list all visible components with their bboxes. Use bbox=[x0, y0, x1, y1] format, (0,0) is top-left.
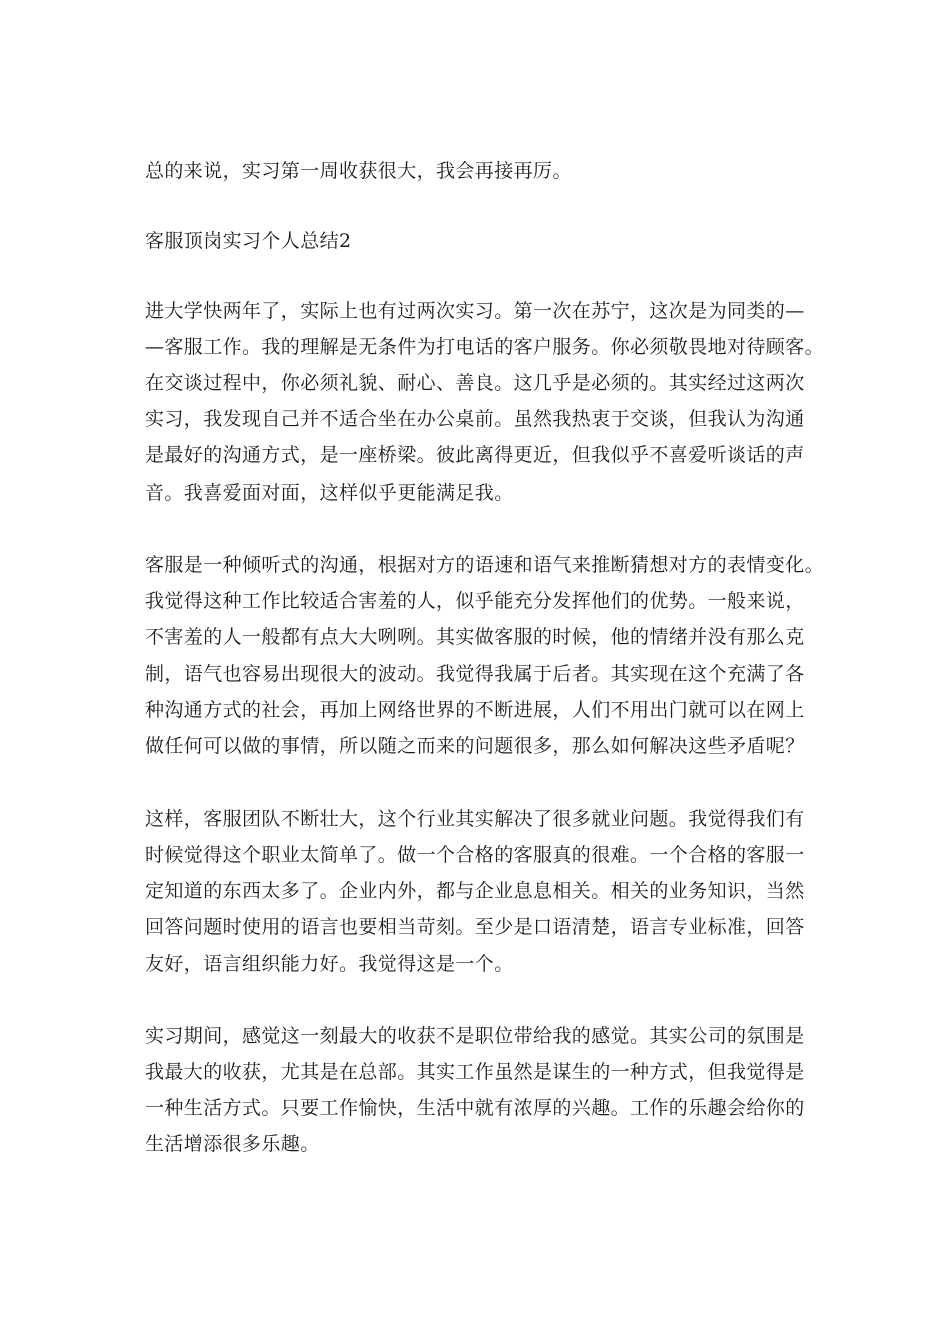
text-line: 不害羞的人一般都有点大大咧咧。其实做客服的时候，他的情绪并没有那么克 bbox=[145, 626, 805, 648]
text-line: 实习，我发现自己并不适合坐在办公桌前。虽然我热衷于交谈，但我认为沟通 bbox=[145, 408, 805, 430]
text-line: 时候觉得这个职业太简单了。做一个合格的客服真的很难。一个合格的客服一 bbox=[145, 844, 805, 866]
text-line: 我觉得这种工作比较适合害羞的人，似乎能充分发挥他们的优势。一般来说， bbox=[145, 590, 805, 612]
text-line: 一种生活方式。只要工作愉快，生活中就有浓厚的兴趣。工作的乐趣会给你的 bbox=[145, 1097, 805, 1119]
text-line: —客服工作。我的理解是无条件为打电话的客户服务。你必须敬畏地对待顾客。 bbox=[145, 336, 825, 358]
text-line: 做任何可以做的事情，所以随之而来的问题很多，那么如何解决这些矛盾呢？ bbox=[145, 735, 805, 757]
text-line: 这样，客服团队不断壮大，这个行业其实解决了很多就业问题。我觉得我们有 bbox=[145, 808, 805, 830]
text-line: 总的来说，实习第一周收获很大，我会再接再厉。 bbox=[145, 160, 572, 182]
text-line: 是最好的沟通方式，是一座桥梁。彼此离得更近，但我似乎不喜爱听谈话的声 bbox=[145, 444, 805, 466]
text-line: 定知道的东西太多了。企业内外，都与企业息息相关。相关的业务知识，当然 bbox=[145, 880, 805, 902]
text-line: 客服是一种倾听式的沟通，根据对方的语速和语气来推断猜想对方的表情变化。 bbox=[145, 554, 825, 576]
text-line: 在交谈过程中，你必须礼貌、耐心、善良。这几乎是必须的。其实经过这两次 bbox=[145, 372, 805, 394]
text-line: 实习期间，感觉这一刻最大的收获不是职位带给我的感觉。其实公司的氛围是 bbox=[145, 1025, 805, 1047]
text-line: 我最大的收获，尤其是在总部。其实工作虽然是谋生的一种方式，但我觉得是 bbox=[145, 1061, 805, 1083]
text-line: 回答问题时使用的语言也要相当苛刻。至少是口语清楚，语言专业标准，回答 bbox=[145, 916, 805, 938]
text-line: 音。我喜爱面对面，这样似乎更能满足我。 bbox=[145, 482, 514, 504]
text-line: 友好，语言组织能力好。我觉得这是一个。 bbox=[145, 953, 514, 975]
text-line: 进大学快两年了，实际上也有过两次实习。第一次在苏宁，这次是为同类的— bbox=[145, 300, 805, 322]
text-line: 生活增添很多乐趣。 bbox=[145, 1133, 320, 1155]
text-line: 种沟通方式的社会，再加上网络世界的不断进展，人们不用出门就可以在网上 bbox=[145, 699, 805, 721]
text-line: 制，语气也容易出现很大的波动。我觉得我属于后者。其实现在这个充满了各 bbox=[145, 663, 805, 685]
section-heading: 客服顶岗实习个人总结2 bbox=[145, 230, 352, 252]
